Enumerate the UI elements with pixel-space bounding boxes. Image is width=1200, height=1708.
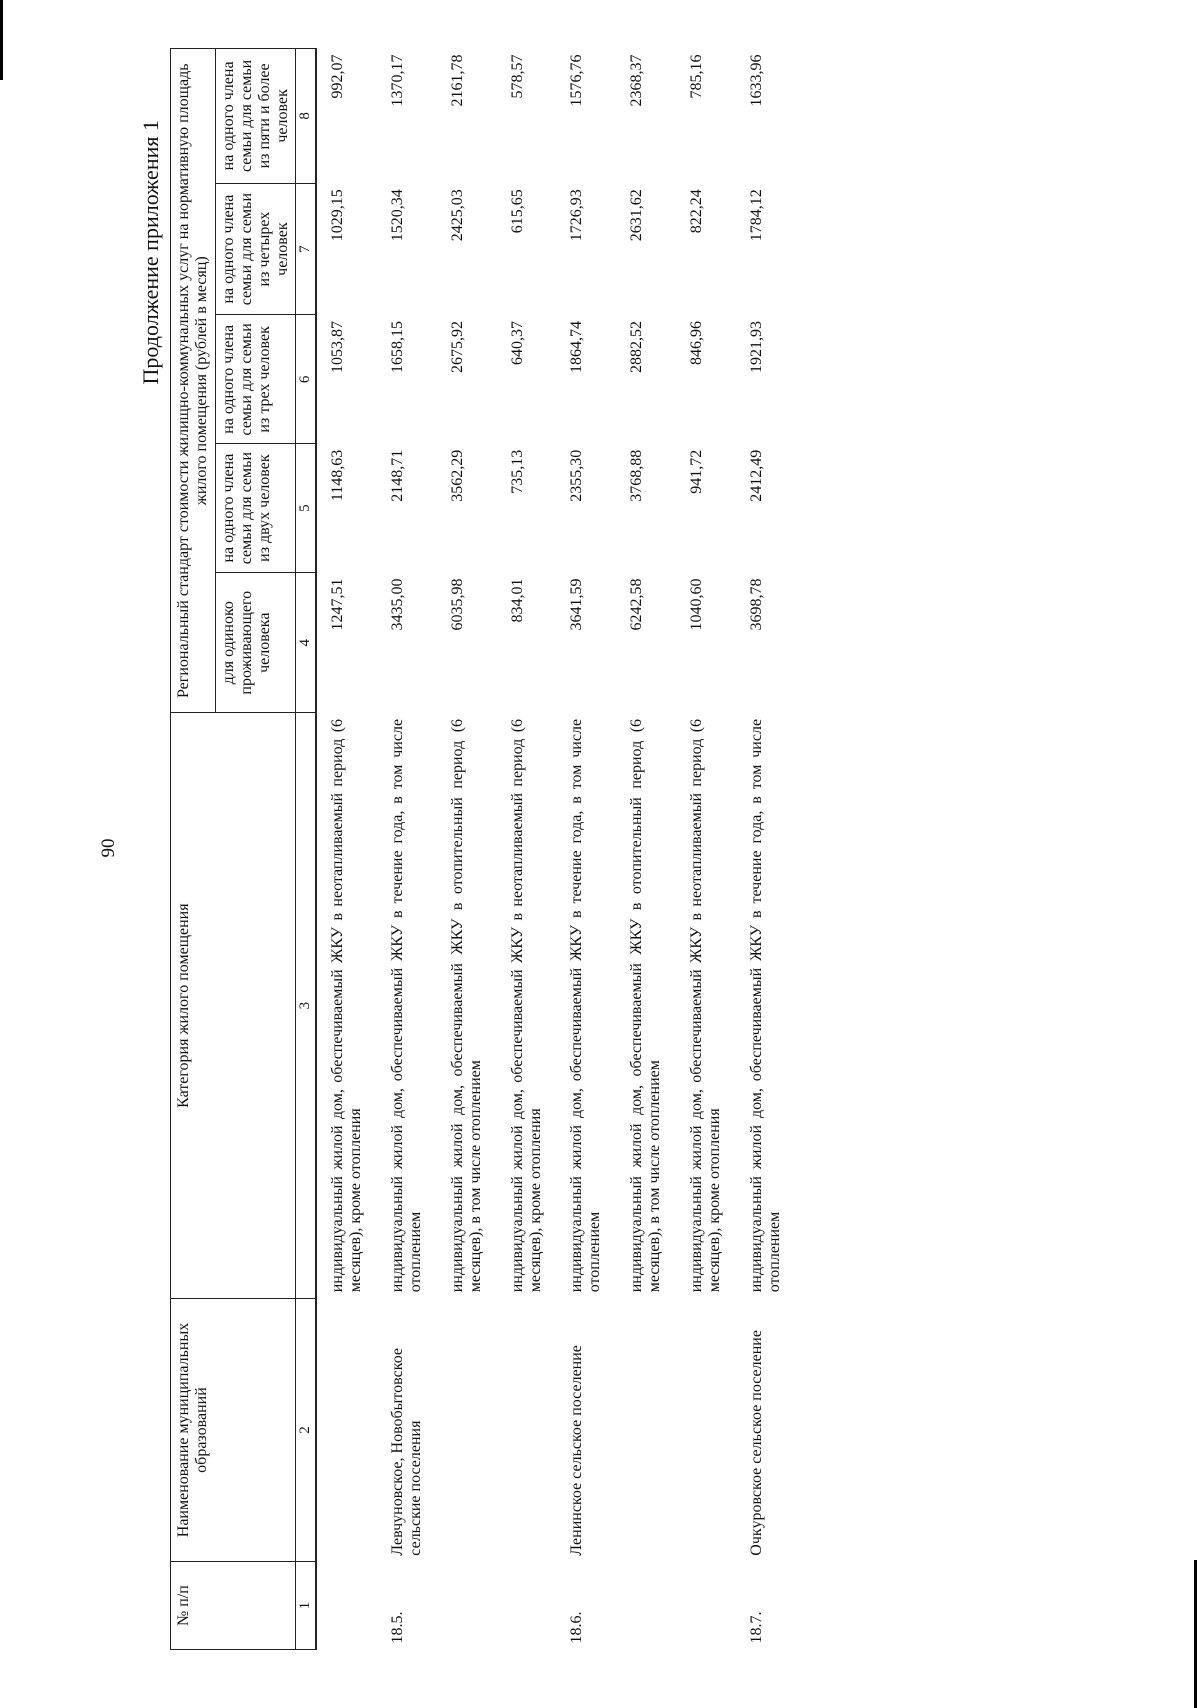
cell-value: 785,16: [688, 54, 706, 99]
page-number: 90: [98, 838, 119, 858]
cell-value: 2631,62: [628, 189, 646, 242]
row-num: 18.7.: [747, 1611, 765, 1644]
cell-value: 2148,71: [389, 449, 407, 502]
row-municipality: [676, 1298, 736, 1561]
cell-value: 2425,03: [448, 189, 466, 242]
column-number: 6: [296, 315, 316, 444]
cell-value: 1520,34: [389, 189, 407, 242]
row-num: [497, 1562, 557, 1650]
header-category: Категория жилого помещения: [171, 713, 296, 1298]
row-num: [316, 1562, 377, 1650]
column-number: 3: [296, 713, 316, 1298]
cell-value: 615,65: [508, 189, 526, 234]
column-number: 2: [296, 1298, 316, 1561]
cell-value: 834,01: [508, 578, 526, 623]
cell-value: 578,57: [508, 54, 526, 99]
cell-value: 2675,92: [448, 320, 466, 373]
header-name: Наименование муниципальных образований: [171, 1298, 296, 1561]
cell-value: 846,96: [688, 320, 706, 365]
row-municipality: Левчуновское, Новобытовское сельские поселения: [389, 1347, 424, 1556]
table-row: [736, 49, 796, 1650]
column-number: 1: [296, 1562, 316, 1650]
table-row: [676, 49, 736, 1650]
cell-value: 1576,76: [568, 54, 586, 107]
standards-table: [170, 48, 796, 1650]
row-municipality: [316, 1298, 377, 1561]
row-num: [616, 1562, 676, 1650]
table-row: [377, 49, 437, 1650]
header-sub-five: на одного члена семьи для семьи из пяти и более человек: [215, 49, 296, 184]
cell-value: 735,13: [508, 449, 526, 494]
cell-value: 1726,93: [568, 189, 586, 242]
cell-value: 1658,15: [389, 320, 407, 373]
cell-value: 1921,93: [747, 320, 765, 373]
appendix-title: Продолжение приложения 1: [138, 120, 163, 385]
header-sub-four: на одного члена семьи для семьи из четырех человек: [215, 183, 296, 315]
cell-value: 6242,58: [628, 578, 646, 631]
row-municipality: [437, 1298, 497, 1561]
cell-value: 2368,37: [628, 54, 646, 107]
cell-value: 1633,96: [747, 54, 765, 107]
cell-value: 1029,15: [329, 189, 347, 242]
row-num: 18.5.: [389, 1611, 407, 1644]
row-category: индивидуальный жилой дом, обеспечиваемый ЖКУ в течение года, в том числе отоплением: [568, 718, 604, 1293]
cell-value: 822,24: [688, 189, 706, 234]
cell-value: 1053,87: [329, 320, 347, 373]
table-row: [316, 49, 377, 1650]
row-num: [437, 1562, 497, 1650]
cell-value: 3562,29: [448, 449, 466, 502]
row-municipality: Очкуровское сельское поселение: [747, 1330, 765, 1556]
row-num: 18.6.: [568, 1611, 586, 1644]
column-number: 8: [296, 49, 316, 184]
header-sub-three: на одного члена семьи для семьи из трех человек: [215, 315, 296, 444]
cell-value: 1247,51: [329, 578, 347, 631]
row-municipality: [616, 1298, 676, 1561]
cell-value: 2882,52: [628, 320, 646, 373]
table-row: [497, 49, 557, 1650]
cell-value: 1864,74: [568, 320, 586, 373]
row-category: индивидуальный жилой дом, обеспечиваемый ЖКУ в неотапливаемый период (6 месяцев), кроме отопления: [508, 718, 544, 1293]
row-category: индивидуальный жилой дом, обеспечиваемый ЖКУ в неотапливаемый период (6 месяцев), кроме отопления: [688, 718, 724, 1293]
cell-value: 2412,49: [747, 449, 765, 502]
column-number: 4: [296, 572, 316, 712]
column-number: 5: [296, 444, 316, 573]
header-sub-two: на одного члена семьи для семьи из двух человек: [215, 444, 296, 573]
row-category: индивидуальный жилой дом, обеспечиваемый ЖКУ в отопительный период (6 месяцев), в том числе отоплением: [628, 718, 664, 1293]
cell-value: 1784,12: [747, 189, 765, 242]
column-number: 7: [296, 183, 316, 315]
cell-value: 3435,00: [389, 578, 407, 631]
cell-value: 1148,63: [329, 449, 347, 502]
cell-value: 3641,59: [568, 578, 586, 631]
cell-value: 992,07: [329, 54, 347, 99]
cell-value: 3768,88: [628, 449, 646, 502]
row-num: [676, 1562, 736, 1650]
cell-value: 1040,60: [688, 578, 706, 631]
row-municipality: [497, 1298, 557, 1561]
table-row: [556, 49, 616, 1650]
header-standard: Региональный стандарт стоимости жилищно-коммунальных услуг на нормативную площадь жилого помещения (рублей в месяц): [171, 49, 216, 713]
cell-value: 2161,78: [448, 54, 466, 107]
cell-value: 1370,17: [389, 54, 407, 107]
row-category: индивидуальный жилой дом, обеспечиваемый ЖКУ в отопительный период (6 месяцев), в том числе отоплением: [448, 718, 484, 1293]
row-category: индивидуальный жилой дом, обеспечиваемый ЖКУ в течение года, в том числе отоплением: [389, 718, 424, 1293]
cell-value: 6035,98: [448, 578, 466, 631]
cell-value: 640,37: [508, 320, 526, 365]
header-sub-single: для одиноко проживающего человека: [215, 572, 296, 712]
table-row: [616, 49, 676, 1650]
row-category: индивидуальный жилой дом, обеспечиваемый ЖКУ в течение года, в том числе отоплением: [747, 718, 783, 1293]
header-num: № п/п: [171, 1562, 296, 1650]
row-category: индивидуальный жилой дом, обеспечиваемый ЖКУ в неотапливаемый период (6 месяцев), кроме отопления: [329, 718, 365, 1293]
cell-value: 3698,78: [747, 578, 765, 631]
row-municipality: Ленинское сельское поселение: [568, 1345, 586, 1556]
table-row: [437, 49, 497, 1650]
cell-value: 941,72: [688, 449, 706, 494]
cell-value: 2355,30: [568, 449, 586, 502]
